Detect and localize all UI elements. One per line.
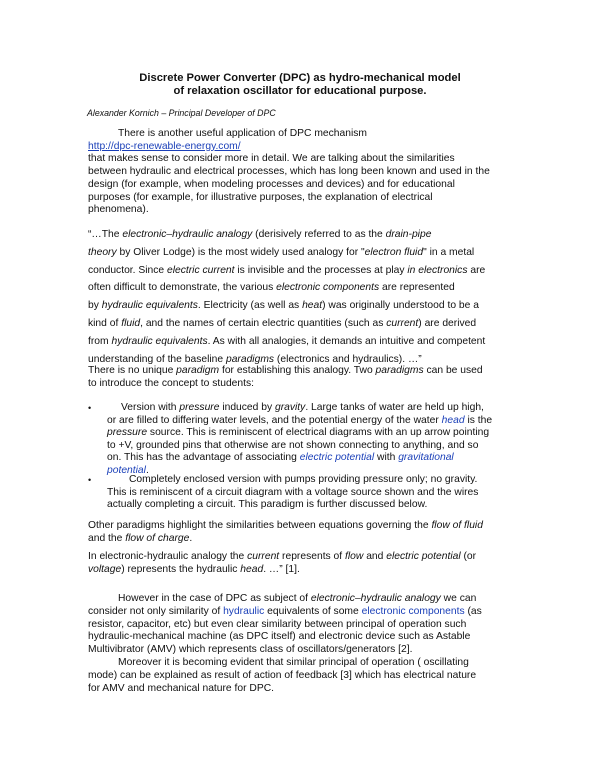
text-run: “…The	[88, 229, 123, 240]
term-electron-fluid: electron fluid	[364, 246, 424, 258]
dpc-analogy-paragraph	[88, 593, 528, 695]
term-hydraulic-equivalents: hydraulic equivalents	[101, 300, 198, 312]
intro-line: purposes (for example, for illustrative purposes, the explanation of electrical	[88, 191, 433, 203]
text-run: equivalents of some	[264, 605, 362, 617]
intro-line: design (for example, when modeling processes and devices) and for educational	[88, 178, 455, 190]
text-run: (as	[464, 605, 482, 617]
text-run: Version with	[121, 402, 180, 413]
term-voltage: voltage	[88, 564, 122, 576]
term-drain-pipe: drain-pipe	[385, 229, 432, 240]
text-run: This is reminiscent of a circuit diagram with a voltage source shown and the wires	[107, 486, 479, 498]
text-run: conductor. Since	[88, 264, 167, 276]
text-run: to +V, grounded pins that otherwise are not shown connecting to anything, and so	[107, 439, 479, 451]
bullet-icon: •	[88, 475, 92, 485]
term-electric-current: electric current	[167, 264, 235, 276]
term-flow: flow	[345, 551, 364, 562]
paradigm-paragraph	[88, 365, 528, 390]
text-run: kind of	[88, 317, 122, 329]
text-run: and	[363, 551, 387, 562]
text-run: , and the names of certain electric quantities (such as	[140, 317, 387, 329]
text-run: consider not only similarity of	[88, 605, 224, 617]
text-run: induced by	[219, 402, 275, 413]
text-run: on. This has the advantage of associating	[107, 452, 300, 464]
term-current: current	[386, 317, 419, 329]
text-run: for establishing this analogy. Two	[219, 365, 376, 376]
other-paradigms-paragraph	[88, 519, 528, 545]
term-flow-of-charge: flow of charge	[125, 533, 190, 545]
electronic-components-link[interactable]: electronic components	[361, 605, 465, 617]
text-run: can be used	[423, 365, 483, 376]
text-run: . Electricity (as well as	[197, 300, 303, 312]
dpc-website-link[interactable]: http://dpc-renewable-energy.com/	[88, 140, 241, 152]
term-paradigms: paradigms	[375, 365, 424, 376]
list-item-text	[107, 474, 535, 512]
text-run: for AMV and mechanical nature for DPC.	[88, 682, 275, 694]
text-run: we can	[440, 593, 477, 604]
quoted-paragraph	[88, 226, 528, 368]
term-gravity: gravity	[274, 402, 306, 413]
term-paradigm: paradigm	[176, 365, 220, 376]
text-run: with	[374, 452, 399, 464]
author-line: Alexander Kornich – Principal Developer of DPC	[87, 108, 276, 118]
document-title	[0, 72, 600, 98]
text-run: are	[467, 264, 486, 276]
intro-line: There is another useful application of DPC mechanism	[118, 128, 367, 139]
text-run: or are filled to differing water levels, and the potential energy of the water	[107, 414, 442, 426]
text-run: (derisively referred to as the	[252, 229, 386, 240]
intro-line: that makes sense to consider more in detail. We are talking about the similarities	[88, 153, 455, 165]
text-run: Other paradigms highlight the similarities between equations governing the	[88, 520, 432, 531]
text-run: ) represents the hydraulic	[121, 564, 241, 576]
head-link[interactable]: head	[441, 414, 465, 426]
term-hydraulic-equivalents: hydraulic equivalents	[111, 335, 208, 347]
text-run: " in a metal	[423, 246, 475, 258]
term-flow-of-fluid: flow of fluid	[431, 520, 483, 531]
text-run: (electronics and hydraulics). …”	[274, 353, 422, 365]
bullet-icon: •	[88, 403, 92, 413]
list-item-text	[107, 402, 535, 478]
term-electronic-components: electronic components	[276, 282, 380, 294]
text-run: There is no unique	[88, 365, 177, 376]
term-pressure: pressure	[107, 427, 148, 439]
text-run: are represented	[379, 282, 455, 294]
term-head: head	[240, 564, 264, 576]
text-run: actually completing a circuit. This paradigm is further discussed below.	[107, 499, 428, 511]
text-run: In electronic-hydraulic analogy the	[88, 551, 248, 562]
term-paradigms: paradigms	[225, 353, 275, 365]
text-run: to introduce the concept to students:	[88, 377, 255, 389]
text-run: .	[189, 533, 193, 545]
term-fluid: fluid	[121, 317, 141, 329]
term-pressure: pressure	[179, 402, 220, 413]
term-in-electronics: in electronics	[407, 264, 468, 276]
hydraulic-link[interactable]: hydraulic	[223, 605, 265, 617]
title-line-1: Discrete Power Converter (DPC) as hydro-mechanical model	[139, 72, 461, 84]
text-run: source. This is reminiscent of electrical diagrams with an up arrow pointing	[147, 427, 490, 439]
text-run: .	[145, 464, 149, 476]
text-run: and the	[88, 533, 126, 545]
gravitational-potential-link[interactable]: gravitational	[398, 452, 454, 464]
text-run: . As with all analogies, it demands an intuitive and competent	[207, 335, 486, 347]
text-run: Moreover it is becoming evident that similar principal of operation ( oscillating	[118, 656, 469, 668]
term-electric-potential: electric potential	[386, 551, 461, 562]
text-run: by	[88, 300, 102, 312]
title-line-2: of relaxation oscillator for educational purpose.	[173, 85, 427, 97]
text-run: is invisible and the processes at play	[234, 264, 408, 276]
text-run: . …” [1].	[263, 564, 300, 576]
text-run: . Large tanks of water are held up high,	[305, 402, 484, 413]
text-run: is the	[464, 414, 493, 426]
text-run: by Oliver Lodge) is the most widely used analogy for "	[116, 246, 365, 258]
term-eha: electronic–hydraulic analogy	[122, 229, 253, 240]
intro-line: between hydraulic and electrical processes, which has long been known and used in the	[88, 166, 490, 178]
text-run: represents of	[279, 551, 346, 562]
text-run: from	[88, 335, 112, 347]
text-run: However in the case of DPC as subject of	[118, 593, 311, 604]
text-run: Multivibrator (AMV) which represents class of oscillators/generators [2].	[88, 644, 413, 656]
text-run: resistor, capacitor, etc) but even clear similarity between principal of operation such	[88, 618, 467, 630]
text-run: (or	[460, 551, 477, 562]
text-run: mode) can be explained as result of action of feedback [3] which has electrical nature	[88, 669, 477, 681]
term-theory: theory	[88, 246, 117, 258]
term-current: current	[247, 551, 280, 562]
intro-paragraph	[88, 128, 528, 217]
intro-line: phenomena).	[88, 204, 149, 216]
analogy-definition-paragraph	[88, 550, 528, 576]
text-run: ) was originally understood to be a	[322, 300, 479, 312]
text-run: Completely enclosed version with pumps providing pressure only; no gravity.	[129, 474, 478, 485]
text-run: often difficult to demonstrate, the various	[88, 282, 277, 294]
text-run: ) are derived	[418, 317, 477, 329]
term-eha: electronic–hydraulic analogy	[310, 593, 441, 604]
text-run: understanding of the baseline	[88, 353, 226, 365]
text-run: hydraulic-mechanical machine (as DPC itself) and electronic device such as Astable	[88, 631, 471, 643]
electric-potential-link[interactable]: electric potential	[299, 452, 375, 464]
gravitational-potential-link[interactable]: potential	[107, 464, 146, 476]
term-heat: heat	[302, 300, 323, 312]
